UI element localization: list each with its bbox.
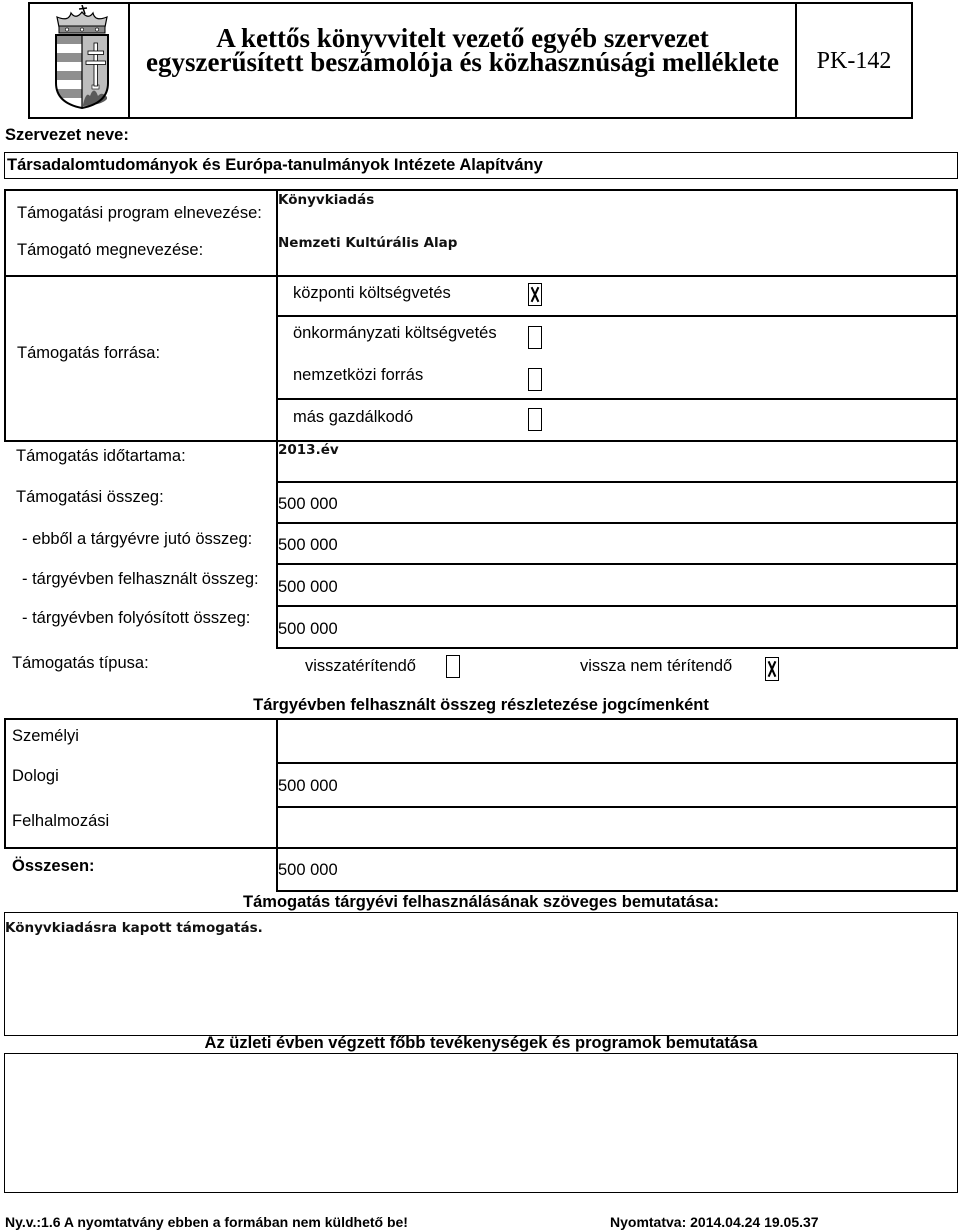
form-title-line-1: A kettős könyvvitelt vezető egyéb szervezet	[216, 23, 709, 53]
form-title-line-2: egyszerűsített beszámolója és közhasznúsági melléklete	[146, 47, 779, 77]
form-title	[130, 23, 795, 77]
organization-name: Társadalomtudományok és Európa-tanulmányok Intézete Alapítvány	[7, 156, 543, 174]
section-line	[276, 398, 958, 400]
grant-type-refundable-label: visszatérítendő	[305, 657, 416, 675]
breakdown-row-investment-label: Felhalmozási	[12, 812, 110, 830]
usage-description-text: Könyvkiadásra kapott támogatás.	[5, 920, 263, 936]
section-line	[4, 440, 958, 442]
source-option-central-budget: központi költségvetés	[293, 284, 451, 302]
amount-used-value: 500 000	[278, 578, 338, 596]
source-label: Támogatás forrása:	[17, 344, 161, 362]
amount-total-value: 500 000	[278, 495, 338, 513]
source-option-international: nemzetközi forrás	[293, 366, 424, 384]
section-line	[276, 522, 958, 524]
amount-current-year-value: 500 000	[278, 536, 338, 554]
source-checkbox-other-business[interactable]	[528, 408, 542, 431]
footer-printed-at: Nyomtatva: 2014.04.24 19.05.37	[610, 1214, 819, 1230]
grant-type-non-refundable-checkbox[interactable]	[765, 657, 779, 681]
coat-of-arms-icon	[52, 5, 112, 109]
form-code: PK-142	[816, 48, 892, 74]
usage-description-heading: Támogatás tárgyévi felhasználásának szöveges bemutatása:	[243, 893, 719, 911]
section-line	[276, 563, 958, 565]
section-line	[956, 190, 958, 648]
grant-type-label: Támogatás típusa:	[12, 654, 149, 672]
amount-disbursed-value: 500 000	[278, 620, 338, 638]
table-line	[4, 718, 6, 848]
section-line	[4, 190, 6, 441]
duration-label: Támogatás időtartama:	[16, 447, 186, 465]
grantor-value: Nemzeti Kultúrális Alap	[278, 235, 458, 251]
section-line	[4, 275, 958, 277]
grant-type-refundable-checkbox[interactable]	[446, 655, 460, 678]
amount-current-year-label: - ebből a tárgyévre jutó összeg:	[22, 530, 253, 548]
amount-total-label: Támogatási összeg:	[16, 488, 164, 506]
source-option-other-business: más gazdálkodó	[293, 408, 414, 426]
breakdown-row-personnel-label: Személyi	[12, 727, 79, 745]
breakdown-row-total-label: Összesen:	[12, 857, 95, 875]
source-option-municipal-budget: önkormányzati költségvetés	[293, 324, 497, 342]
activities-heading: Az üzleti évben végzett főbb tevékenységek és programok bemutatása	[204, 1034, 758, 1052]
source-checkbox-municipal-budget[interactable]	[528, 326, 542, 349]
section-line	[276, 315, 958, 317]
checkmark-x-icon	[529, 284, 541, 305]
table-line	[276, 762, 958, 764]
activities-box	[4, 1053, 958, 1193]
table-line	[956, 718, 958, 891]
section-line	[276, 647, 958, 649]
footer-version-note: Ny.v.:1.6 A nyomtatvány ebben a formában nem küldhető be!	[5, 1214, 408, 1230]
program-label: Támogatási program elnevezése:	[17, 204, 262, 222]
breakdown-heading: Tárgyévben felhasznált összeg részletezése jogcímenként	[253, 696, 709, 714]
breakdown-row-material-label: Dologi	[12, 767, 59, 785]
source-checkbox-international[interactable]	[528, 368, 542, 391]
grant-type-non-refundable-label: vissza nem térítendő	[580, 657, 733, 675]
checkmark-x-icon	[766, 658, 778, 680]
table-line	[276, 806, 958, 808]
amount-used-label: - tárgyévben felhasznált összeg:	[22, 570, 259, 588]
organization-label: Szervezet neve:	[5, 126, 129, 144]
source-checkbox-central-budget[interactable]	[528, 283, 542, 306]
breakdown-row-material-value: 500 000	[278, 777, 338, 795]
table-line	[4, 718, 958, 720]
duration-value: 2013.év	[278, 442, 339, 458]
amount-disbursed-label: - tárgyévben folyósított összeg:	[22, 609, 251, 627]
program-value: Könyvkiadás	[278, 192, 375, 208]
table-line	[4, 847, 958, 849]
grantor-label: Támogató megnevezése:	[17, 241, 204, 259]
section-line	[4, 189, 958, 191]
breakdown-row-total-value: 500 000	[278, 861, 338, 879]
section-line	[276, 481, 958, 483]
section-line	[276, 605, 958, 607]
